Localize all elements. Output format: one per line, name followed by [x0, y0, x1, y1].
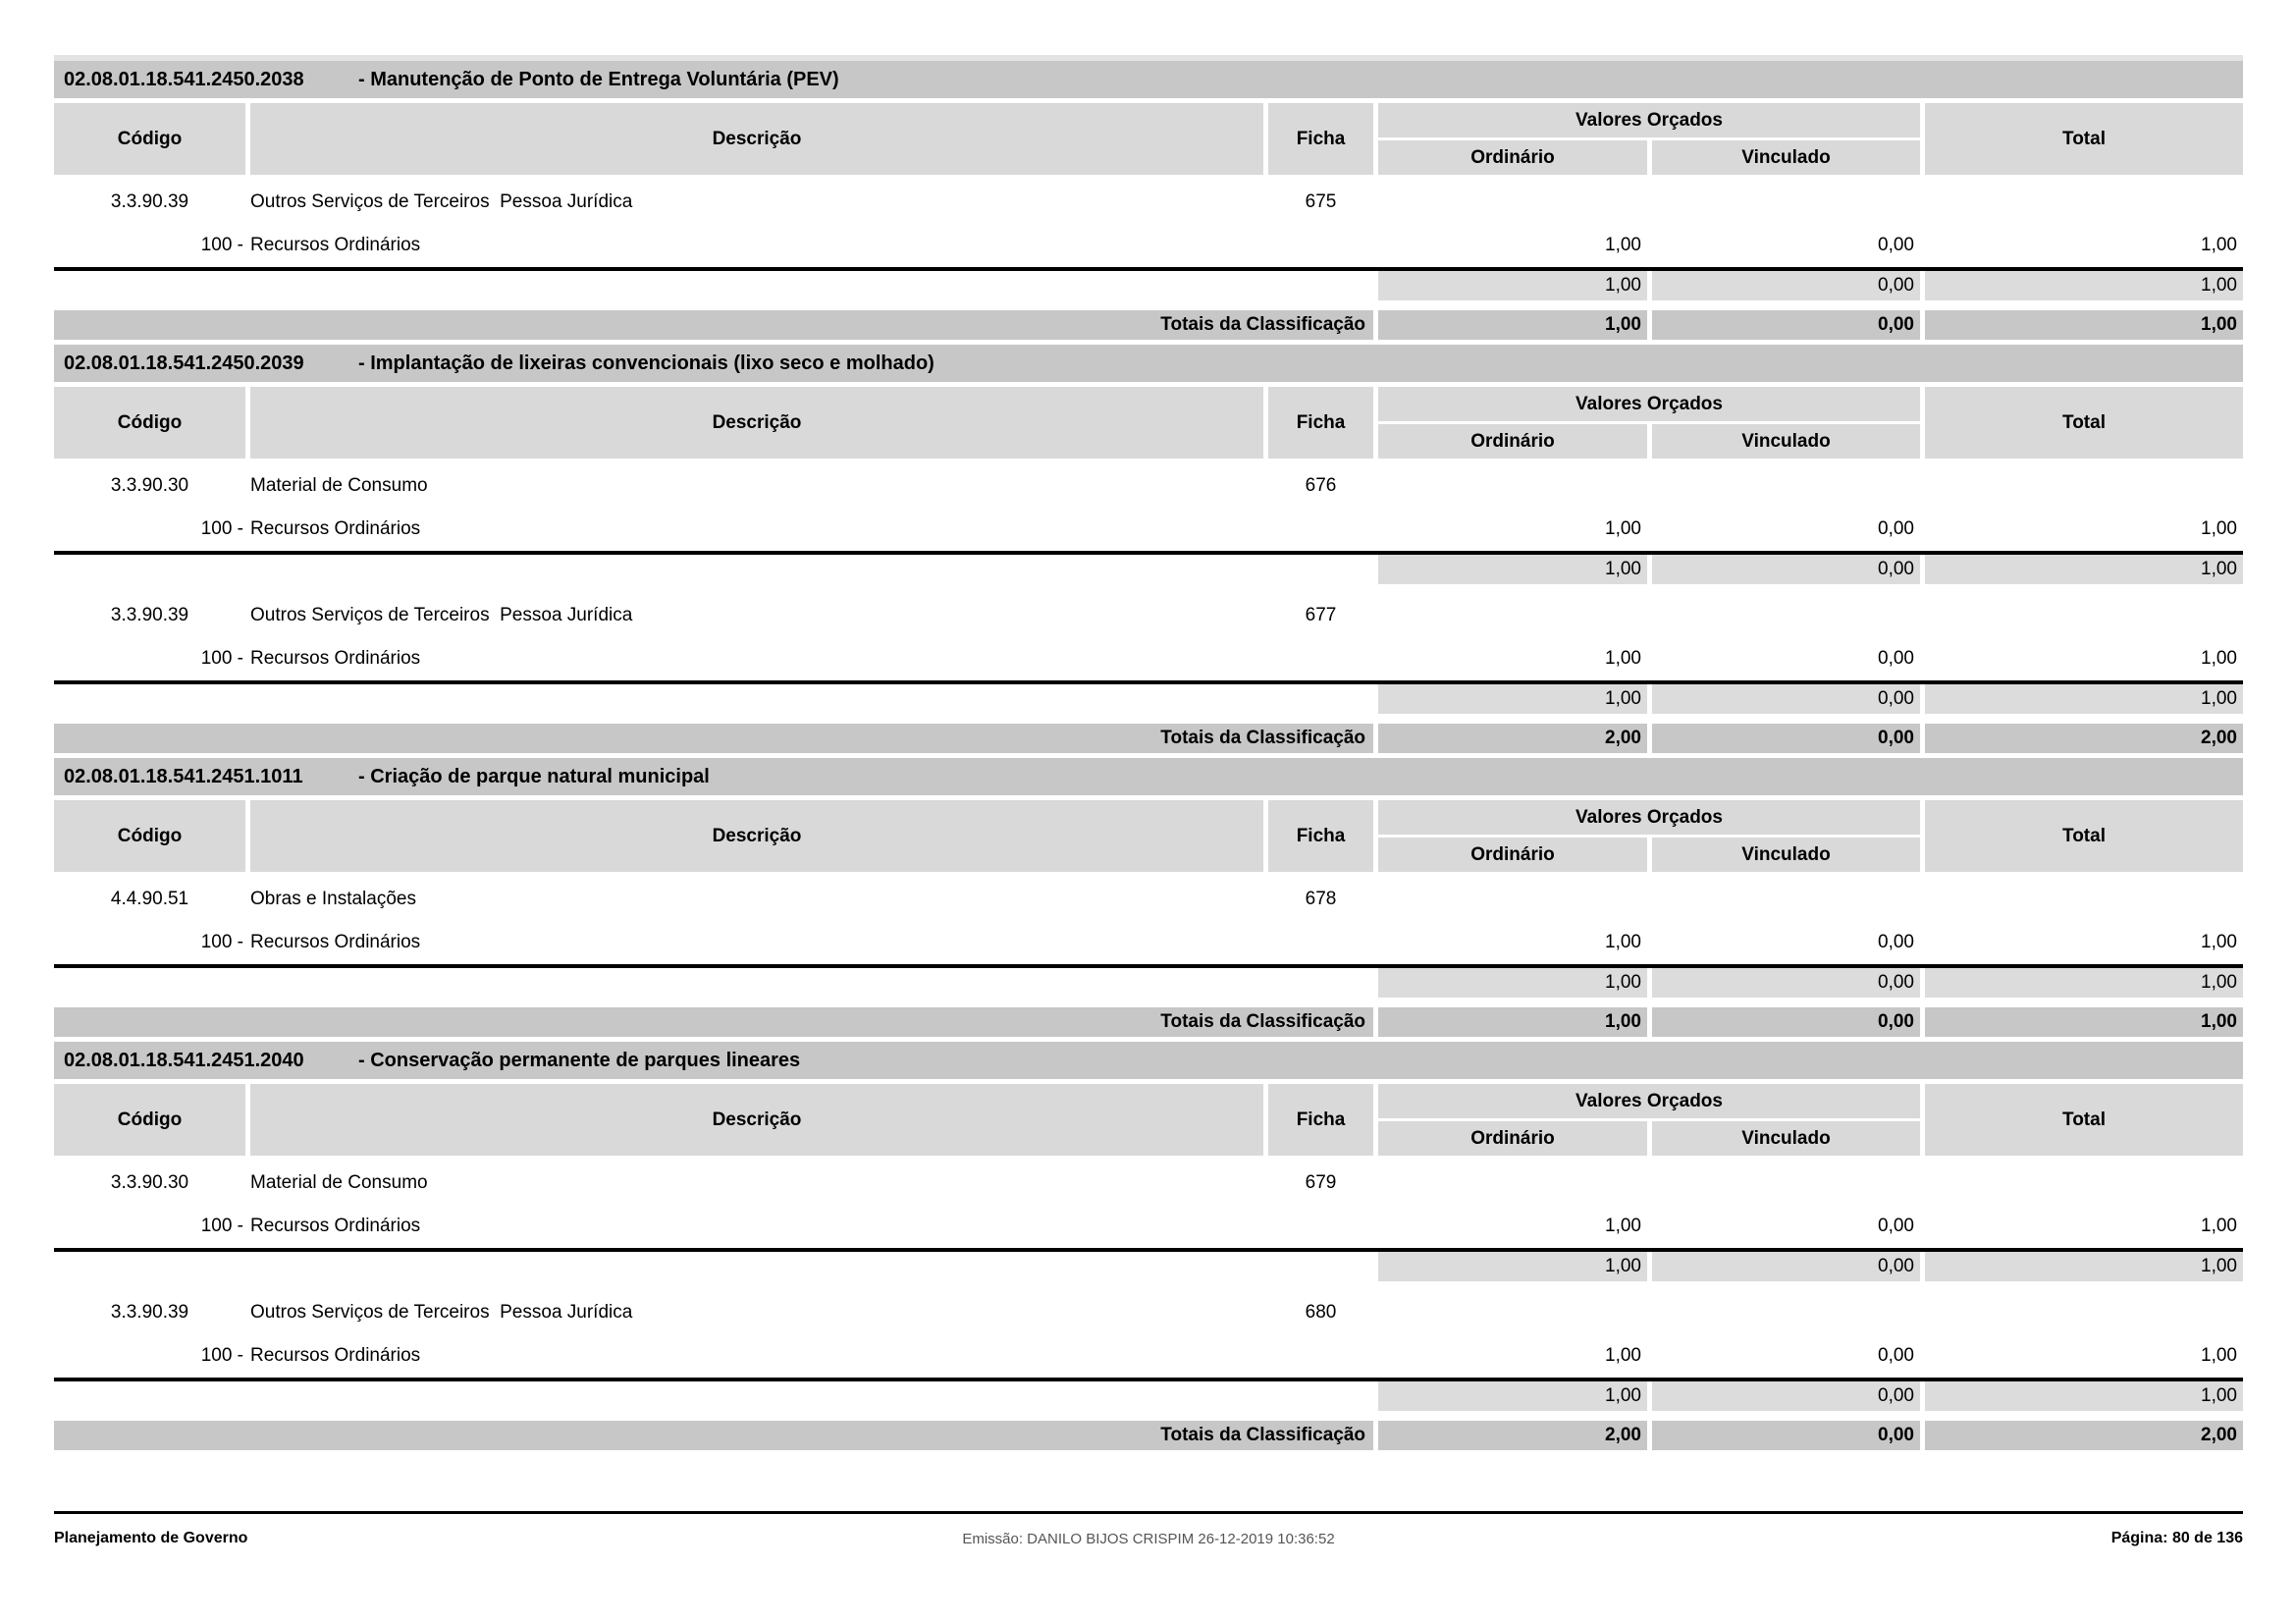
column-header-ficha: Ficha	[1268, 103, 1373, 175]
subtotal-total-value: 1,00	[1925, 555, 2243, 584]
resource-row	[54, 921, 2243, 964]
resource-label: Recursos Ordinários	[250, 1216, 421, 1236]
subtotal-vinculado-value: 0,00	[1652, 1252, 1920, 1281]
resource-code: 100 -	[200, 1216, 243, 1236]
resource-code: 100 -	[200, 932, 243, 952]
classification-totals-label: Totais da Classificação	[54, 1421, 1373, 1450]
totals-ordinario-value: 2,00	[1378, 724, 1647, 753]
ficha-number: 676	[1305, 475, 1337, 496]
classification-code: 02.08.01.18.541.2450.2038	[64, 68, 304, 90]
subtotal-ordinario-value: 1,00	[1378, 1381, 1647, 1411]
classification-code: 02.08.01.18.541.2451.1011	[64, 765, 303, 787]
classification-sections	[54, 61, 2243, 1450]
column-header-vinculado: Vinculado	[1652, 140, 1920, 175]
resource-ordinario-value: 1,00	[1605, 1216, 1641, 1236]
subtotal-vinculado-value: 0,00	[1652, 271, 1920, 300]
expense-code: 3.3.90.39	[110, 605, 189, 625]
resource-code: 100 -	[200, 648, 243, 669]
subtotal-vinculado-value: 0,00	[1652, 968, 1920, 998]
resource-row	[54, 508, 2243, 551]
expense-code: 3.3.90.30	[110, 475, 189, 496]
footer-emission-info: Emissão: DANILO BIJOS CRISPIM 26-12-2019 10:36:52	[962, 1530, 1335, 1547]
classification-code: 02.08.01.18.541.2451.2040	[64, 1049, 304, 1071]
classification-header-bar	[54, 61, 2243, 98]
resource-label: Recursos Ordinários	[250, 1345, 421, 1366]
subtotal-spacer	[54, 968, 1373, 998]
expense-code: 3.3.90.39	[110, 1302, 189, 1323]
subtotal-total-value: 1,00	[1925, 1381, 2243, 1411]
column-header-ficha: Ficha	[1268, 800, 1373, 872]
column-header-valores-orcados: Valores Orçados	[1378, 1084, 1920, 1118]
column-header-total: Total	[1925, 387, 2243, 459]
column-header-codigo: Código	[54, 800, 245, 872]
expense-description: Outros Serviços de Terceiros Pessoa Jurídica	[250, 1302, 633, 1323]
column-header-valores-orcados: Valores Orçados	[1378, 387, 1920, 421]
resource-ordinario-value: 1,00	[1605, 235, 1641, 255]
totals-vinculado-value: 0,00	[1652, 1421, 1920, 1450]
expense-row	[54, 181, 2243, 224]
subtotal-vinculado-value: 0,00	[1652, 684, 1920, 714]
resource-row	[54, 637, 2243, 680]
classification-header-bar	[54, 345, 2243, 382]
totals-vinculado-value: 0,00	[1652, 310, 1920, 340]
classification-header-bar	[54, 1042, 2243, 1079]
subtotal-spacer	[54, 271, 1373, 300]
footer-page-number: Página: 80 de 136	[2110, 1530, 2243, 1546]
column-header-ordinario: Ordinário	[1378, 1121, 1647, 1156]
expense-row	[54, 878, 2243, 921]
resource-label: Recursos Ordinários	[250, 235, 421, 255]
subtotal-spacer	[54, 1252, 1373, 1281]
resource-ordinario-value: 1,00	[1605, 932, 1641, 952]
resource-total-value: 1,00	[2201, 518, 2237, 539]
subtotal-ordinario-value: 1,00	[1378, 968, 1647, 998]
resource-label: Recursos Ordinários	[250, 648, 421, 669]
table-header	[54, 800, 2243, 872]
classification-section	[54, 345, 2243, 753]
resource-vinculado-value: 0,00	[1878, 518, 1914, 539]
column-header-vinculado: Vinculado	[1652, 1121, 1920, 1156]
classification-totals-row	[54, 310, 2243, 340]
subtotal-ordinario-value: 1,00	[1378, 271, 1647, 300]
resource-label: Recursos Ordinários	[250, 932, 421, 952]
subtotal-ordinario-value: 1,00	[1378, 684, 1647, 714]
subtotal-ordinario-value: 1,00	[1378, 555, 1647, 584]
ficha-number: 680	[1305, 1302, 1337, 1323]
subtotal-spacer	[54, 555, 1373, 584]
totals-total-value: 2,00	[1925, 724, 2243, 753]
expense-description: Material de Consumo	[250, 475, 428, 496]
table-header	[54, 387, 2243, 459]
footer-divider-line	[54, 1511, 2243, 1514]
column-header-ordinario: Ordinário	[1378, 838, 1647, 872]
subtotal-total-value: 1,00	[1925, 684, 2243, 714]
ficha-subtotal-row	[54, 968, 2243, 998]
totals-vinculado-value: 0,00	[1652, 724, 1920, 753]
ficha-number: 678	[1305, 889, 1337, 909]
resource-ordinario-value: 1,00	[1605, 1345, 1641, 1366]
page-footer	[54, 1530, 2243, 1547]
classification-title: - Conservação permanente de parques lineares	[358, 1049, 801, 1071]
ficha-number: 679	[1305, 1172, 1337, 1193]
subtotal-total-value: 1,00	[1925, 1252, 2243, 1281]
subtotal-vinculado-value: 0,00	[1652, 1381, 1920, 1411]
totals-ordinario-value: 1,00	[1378, 310, 1647, 340]
resource-total-value: 1,00	[2201, 1216, 2237, 1236]
resource-total-value: 1,00	[2201, 932, 2237, 952]
resource-code: 100 -	[200, 518, 243, 539]
classification-totals-label: Totais da Classificação	[54, 1007, 1373, 1037]
column-header-codigo: Código	[54, 387, 245, 459]
classification-section	[54, 61, 2243, 340]
column-header-ordinario: Ordinário	[1378, 140, 1647, 175]
classification-totals-row	[54, 1421, 2243, 1450]
expense-code: 4.4.90.51	[110, 889, 189, 909]
column-header-vinculado: Vinculado	[1652, 424, 1920, 459]
resource-vinculado-value: 0,00	[1878, 648, 1914, 669]
expense-description: Outros Serviços de Terceiros Pessoa Jurídica	[250, 191, 633, 212]
resource-row	[54, 224, 2243, 267]
resource-total-value: 1,00	[2201, 648, 2237, 669]
classification-title: - Criação de parque natural municipal	[358, 765, 710, 787]
totals-total-value: 1,00	[1925, 310, 2243, 340]
resource-total-value: 1,00	[2201, 235, 2237, 255]
column-header-ordinario: Ordinário	[1378, 424, 1647, 459]
classification-title: - Implantação de lixeiras convencionais (lixo seco e molhado)	[358, 352, 934, 374]
column-header-descricao: Descrição	[250, 387, 1263, 459]
classification-totals-label: Totais da Classificação	[54, 310, 1373, 340]
subtotal-spacer	[54, 1381, 1373, 1411]
classification-section	[54, 1042, 2243, 1450]
totals-ordinario-value: 1,00	[1378, 1007, 1647, 1037]
expense-row	[54, 1162, 2243, 1205]
totals-ordinario-value: 2,00	[1378, 1421, 1647, 1450]
classification-title: - Manutenção de Ponto de Entrega Voluntária (PEV)	[358, 68, 839, 90]
classification-totals-label: Totais da Classificação	[54, 724, 1373, 753]
column-header-total: Total	[1925, 800, 2243, 872]
expense-description: Material de Consumo	[250, 1172, 428, 1193]
resource-code: 100 -	[200, 235, 243, 255]
ficha-subtotal-row	[54, 1252, 2243, 1281]
totals-total-value: 1,00	[1925, 1007, 2243, 1037]
column-header-valores-orcados: Valores Orçados	[1378, 103, 1920, 137]
column-header-codigo: Código	[54, 1084, 245, 1156]
resource-vinculado-value: 0,00	[1878, 1345, 1914, 1366]
totals-vinculado-value: 0,00	[1652, 1007, 1920, 1037]
ficha-subtotal-row	[54, 555, 2243, 584]
classification-code: 02.08.01.18.541.2450.2039	[64, 352, 304, 374]
subtotal-ordinario-value: 1,00	[1378, 1252, 1647, 1281]
ficha-number: 677	[1305, 605, 1337, 625]
column-header-total: Total	[1925, 1084, 2243, 1156]
ficha-subtotal-row	[54, 684, 2243, 714]
expense-row	[54, 464, 2243, 508]
column-header-descricao: Descrição	[250, 103, 1263, 175]
classification-header-bar	[54, 758, 2243, 795]
ficha-subtotal-row	[54, 1381, 2243, 1411]
resource-row	[54, 1205, 2243, 1248]
resource-vinculado-value: 0,00	[1878, 932, 1914, 952]
resource-label: Recursos Ordinários	[250, 518, 421, 539]
column-header-descricao: Descrição	[250, 800, 1263, 872]
resource-total-value: 1,00	[2201, 1345, 2237, 1366]
table-header	[54, 1084, 2243, 1156]
expense-description: Obras e Instalações	[250, 889, 416, 909]
column-header-valores-orcados: Valores Orçados	[1378, 800, 1920, 835]
expense-row	[54, 594, 2243, 637]
expense-description: Outros Serviços de Terceiros Pessoa Jurídica	[250, 605, 633, 625]
classification-section	[54, 758, 2243, 1037]
column-header-vinculado: Vinculado	[1652, 838, 1920, 872]
ficha-number: 675	[1305, 191, 1337, 212]
resource-ordinario-value: 1,00	[1605, 518, 1641, 539]
column-header-ficha: Ficha	[1268, 1084, 1373, 1156]
table-header	[54, 103, 2243, 175]
expense-code: 3.3.90.30	[110, 1172, 189, 1193]
column-header-codigo: Código	[54, 103, 245, 175]
column-header-descricao: Descrição	[250, 1084, 1263, 1156]
subtotal-total-value: 1,00	[1925, 968, 2243, 998]
subtotal-total-value: 1,00	[1925, 271, 2243, 300]
subtotal-vinculado-value: 0,00	[1652, 555, 1920, 584]
resource-vinculado-value: 0,00	[1878, 1216, 1914, 1236]
column-header-ficha: Ficha	[1268, 387, 1373, 459]
expense-row	[54, 1291, 2243, 1334]
totals-total-value: 2,00	[1925, 1421, 2243, 1450]
ficha-subtotal-row	[54, 271, 2243, 300]
classification-totals-row	[54, 724, 2243, 753]
resource-vinculado-value: 0,00	[1878, 235, 1914, 255]
footer-report-title: Planejamento de Governo	[54, 1530, 248, 1546]
resource-row	[54, 1334, 2243, 1378]
column-header-total: Total	[1925, 103, 2243, 175]
classification-totals-row	[54, 1007, 2243, 1037]
subtotal-spacer	[54, 684, 1373, 714]
expense-code: 3.3.90.39	[110, 191, 189, 212]
resource-code: 100 -	[200, 1345, 243, 1366]
resource-ordinario-value: 1,00	[1605, 648, 1641, 669]
